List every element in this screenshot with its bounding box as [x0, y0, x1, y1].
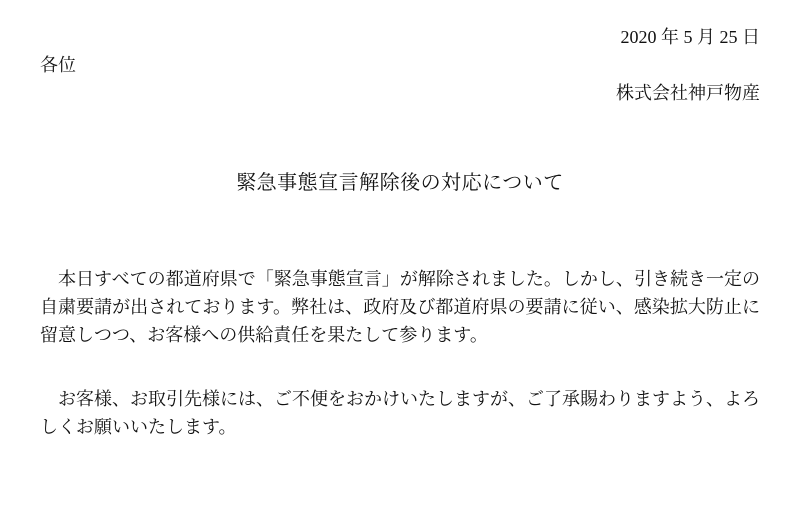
- recipient-label: 各位: [40, 55, 76, 75]
- document-title: 緊急事態宣言解除後の対応について: [236, 172, 564, 194]
- document-date: 2020 年 5 月 25 日: [620, 27, 760, 47]
- body-paragraph-2: お客様、お取引先様には、ご不便をおかけいたしますが、ご了承賜わりますよう、よろしくお願いいたします。: [40, 389, 760, 437]
- body-paragraph-1: 本日すべての都道府県で「緊急事態宣言」が解除されました。しかし、引き続き一定の自粛要請が出されております。弊社は、政府及び都道府県の要請に従い、感染拡大防止に留意しつつ、お客様への供給責任を果たして参ります。: [40, 269, 760, 345]
- sender-company-name: 株式会社神戸物産: [616, 83, 760, 103]
